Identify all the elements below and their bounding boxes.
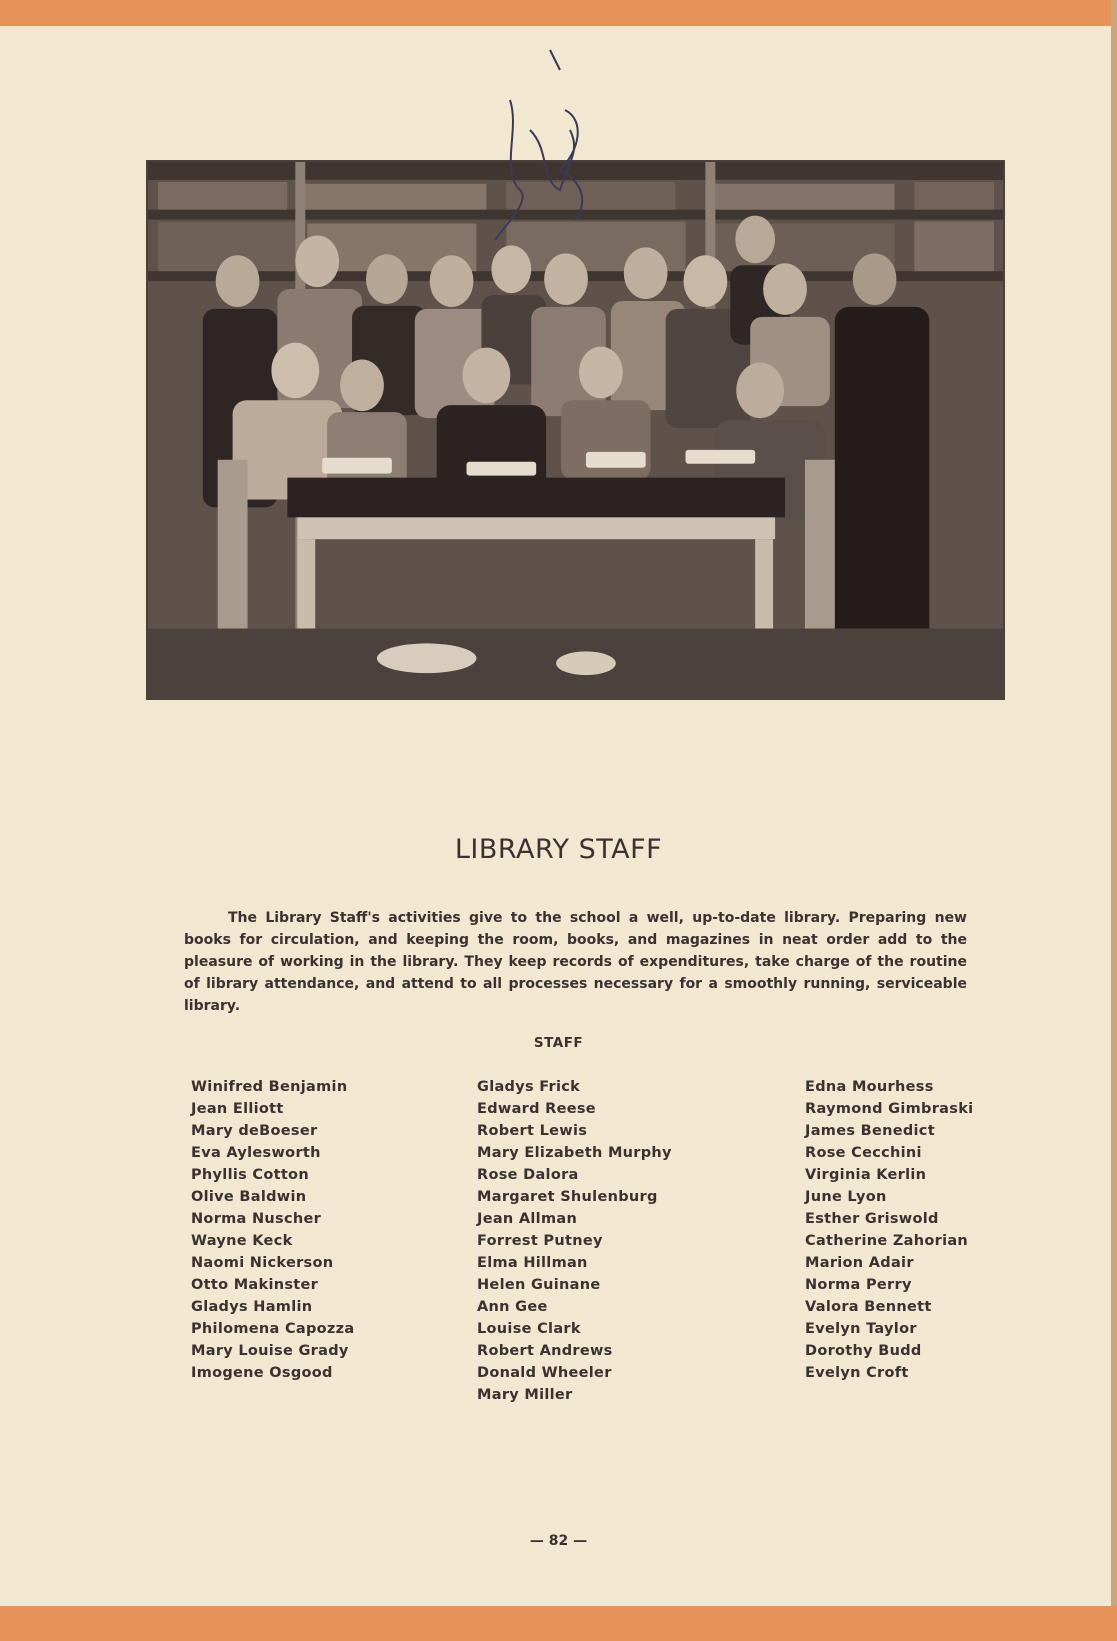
staff-name: Dorothy Budd	[805, 1343, 922, 1359]
top-color-band	[0, 0, 1117, 26]
table-apron	[297, 517, 775, 539]
staff-name: Norma Perry	[805, 1277, 912, 1293]
staff-name: Valora Bennett	[805, 1299, 932, 1315]
staff-name: Esther Griswold	[805, 1211, 939, 1227]
staff-name: Ann Gee	[477, 1299, 548, 1315]
staff-name: Marion Adair	[805, 1255, 914, 1271]
staff-name: Mary Louise Grady	[191, 1343, 349, 1359]
staff-name: Edna Mourhess	[805, 1079, 934, 1095]
staff-name: Jean Allman	[477, 1211, 578, 1227]
staff-name: Louise Clark	[477, 1321, 581, 1337]
bottom-color-band	[0, 1606, 1117, 1641]
staff-name: Raymond Gimbraski	[805, 1101, 974, 1117]
staff-name: Robert Andrews	[477, 1343, 613, 1359]
staff-name: Norma Nuscher	[191, 1211, 322, 1227]
staff-name: Eva Aylesworth	[191, 1145, 321, 1161]
staff-name: Margaret Shulenburg	[477, 1189, 658, 1205]
staff-name: Donald Wheeler	[477, 1365, 612, 1381]
staff-name: Forrest Putney	[477, 1233, 603, 1249]
staff-name: Winifred Benjamin	[191, 1079, 348, 1095]
staff-heading: STAFF	[533, 1035, 584, 1051]
staff-name: Robert Lewis	[477, 1123, 588, 1139]
staff-name: Catherine Zahorian	[805, 1233, 969, 1249]
staff-name: Philomena Capozza	[191, 1321, 355, 1337]
page-title: LIBRARY STAFF	[454, 834, 663, 865]
staff-name: Edward Reese	[477, 1101, 596, 1117]
staff-name: Mary Elizabeth Murphy	[477, 1145, 672, 1161]
staff-name: Jean Elliott	[191, 1101, 284, 1117]
handwritten-signature	[490, 40, 610, 250]
staff-column-3	[805, 1076, 973, 1384]
staff-column-2	[477, 1076, 672, 1406]
staff-name: Wayne Keck	[191, 1233, 293, 1249]
staff-name: Phyllis Cotton	[191, 1167, 309, 1183]
staff-name: James Benedict	[805, 1123, 935, 1139]
staff-name: Elma Hillman	[477, 1255, 588, 1271]
staff-name: Olive Baldwin	[191, 1189, 307, 1205]
staff-name: June Lyon	[805, 1189, 887, 1205]
table-top	[287, 478, 785, 518]
staff-name: Mary Miller	[477, 1387, 573, 1403]
staff-column-1	[191, 1076, 354, 1384]
staff-name: Helen Guinane	[477, 1277, 601, 1293]
staff-name: Evelyn Croft	[805, 1365, 909, 1381]
staff-name: Gladys Frick	[477, 1079, 581, 1095]
page-edge	[1111, 0, 1117, 1641]
page-number: — 82 —	[529, 1533, 588, 1549]
staff-name: Gladys Hamlin	[191, 1299, 313, 1315]
staff-name: Rose Dalora	[477, 1167, 579, 1183]
description-paragraph: The Library Staff's activities give to the school a well, up-to-date library. Preparing new books for circulation, and keeping the room, books, and magazines in neat order add to the pleasure of working in the library. They keep records of expenditures, take charge of the routine of library attendance, and attend to all processes necessary for a smoothly running, serviceable library.	[184, 910, 967, 1014]
staff-name: Rose Cecchini	[805, 1145, 922, 1161]
staff-name: Mary deBoeser	[191, 1123, 318, 1139]
staff-name: Naomi Nickerson	[191, 1255, 334, 1271]
staff-name: Evelyn Taylor	[805, 1321, 917, 1337]
staff-name: Imogene Osgood	[191, 1365, 333, 1381]
staff-name: Otto Makinster	[191, 1277, 319, 1293]
staff-name: Virginia Kerlin	[805, 1167, 927, 1183]
